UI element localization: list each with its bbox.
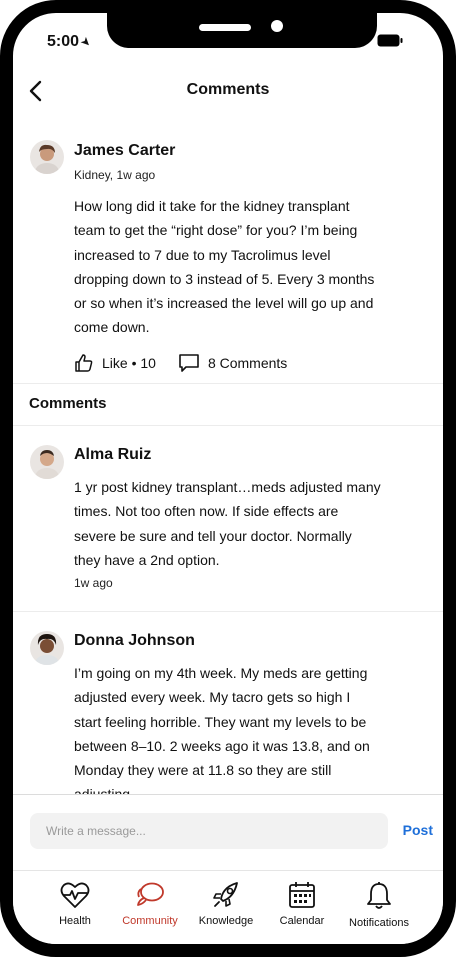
chat-bubble-icon [135,881,165,909]
comment-body-line: they have a 2nd option. [74,551,220,568]
rocket-icon [211,881,241,909]
avatar[interactable] [30,140,64,174]
post-body [74,194,404,340]
status-time-text: 5:00 [47,33,80,50]
tab-label: Notifications [349,917,409,929]
avatar[interactable] [30,631,64,665]
camera [271,20,283,32]
post-body-line: come down. [74,319,150,336]
tab-label: Community [122,915,178,927]
comment-body-line: severe be sure and tell your doctor. Normally [74,527,352,544]
tab-community[interactable] [110,881,190,927]
post-body-line: How long did it take for the kidney transplant [74,198,350,214]
message-composer [13,794,443,871]
tab-label: Knowledge [198,915,254,927]
post-meta: Kidney, 1w ago [74,168,156,182]
comment-body-line: Monday they were at 11.8 so they are still [74,762,332,779]
person-icon [30,631,64,665]
post-author[interactable]: James Carter [74,142,176,159]
tab-label: Calendar [279,915,325,927]
person-icon [30,445,64,479]
status-icons [325,33,403,47]
comment-body-line: 1 yr post kidney transplant…meds adjusted many [74,479,381,495]
header [13,71,443,111]
tab-knowledge[interactable] [186,881,266,927]
post-body-line: team to get the “right dose” for you? I’m being [74,222,358,239]
comment-body-line: adjusted every week. My tacro gets so high I [74,689,351,706]
tab-notifications[interactable] [339,881,419,929]
bell-icon [364,881,394,911]
comment-body-line: I’m going on my 4th week. My meds are getting [74,665,368,681]
post-actions [74,353,287,373]
comment-body-line: between 8–10. 2 weeks ago it was 13.8, and on [74,737,370,754]
comment-author[interactable]: Donna Johnson [74,632,195,649]
comment-author[interactable]: Alma Ruiz [74,446,152,463]
comments-heading: Comments [29,395,107,412]
comment-body [74,661,404,807]
message-input[interactable] [30,813,388,849]
comment-body-line: start feeling horrible. They want my levels to be [74,713,367,730]
divider [13,425,443,426]
comment-body-line: times. Not too often now. If side effects are [74,503,339,520]
comments-button[interactable] [178,353,287,373]
like-label: Like • 10 [102,355,156,371]
thumbs-up-icon [74,353,94,373]
tab-bar [13,870,443,957]
tab-health[interactable] [35,881,115,927]
post-body-line: increased to 7 due to my Tacrolimus level [74,246,331,263]
comment-body [74,475,404,572]
status-time [47,33,95,51]
like-button[interactable] [74,353,156,373]
person-icon [30,140,64,174]
location-arrow-icon: ➤ [77,33,95,51]
battery-icon [377,34,403,47]
signal-icon [325,34,343,47]
tab-calendar[interactable] [262,881,342,927]
post-body-line: dropping down to 3 instead of 5. Every 3 months [74,270,375,287]
heart-pulse-icon [60,881,90,909]
comments-count: 8 Comments [207,355,288,371]
wifi-icon [351,33,369,47]
divider [13,611,443,612]
tab-label: Health [59,915,91,927]
post-body-line: or so when it’s increased the level will go up and [74,295,374,312]
post-button[interactable]: Post [397,821,439,839]
avatar[interactable] [30,445,64,479]
calendar-icon [287,881,317,909]
comment-icon [178,353,200,373]
comment-time: 1w ago [74,576,113,590]
page-title: Comments [186,81,270,98]
speaker [199,24,251,31]
divider [13,383,443,384]
